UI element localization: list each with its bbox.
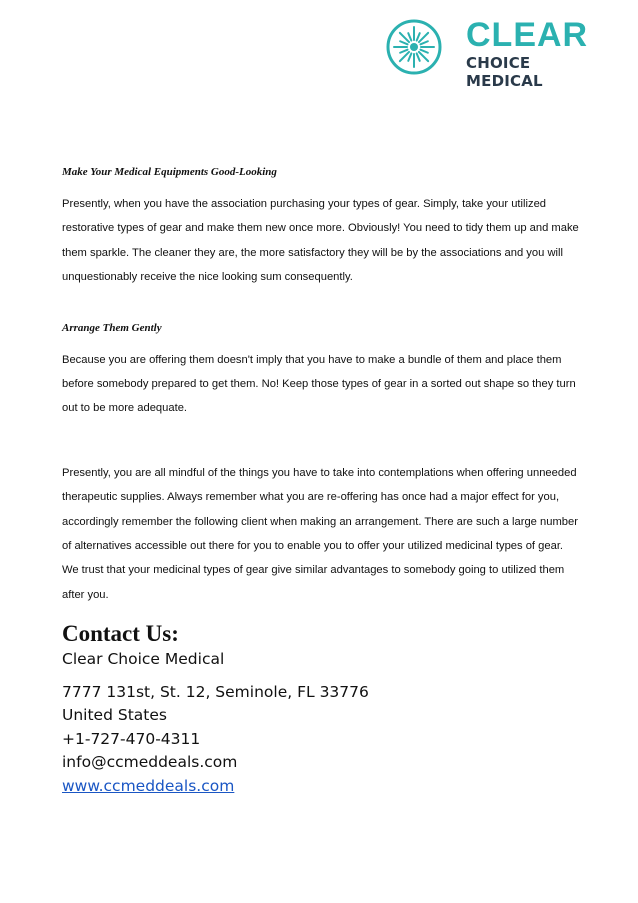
contact-phone: +1-727-470-4311 [62, 729, 201, 748]
contact-country: United States [62, 706, 167, 725]
company-logo [382, 16, 608, 90]
contact-company: Clear Choice Medical [62, 650, 225, 669]
contact-title: Contact Us: [62, 621, 179, 647]
contact-address: 7777 131st, St. 12, Seminole, FL 33776 [62, 682, 369, 701]
paragraph: Presently, you are all mindful of the things you have to take into contemplations when offering unneeded therapeutic supplies. Always remember what you are re-offering has once had a major effect for you, accordingly remember the following client when making an arrangement. There are such a large number of alternatives accessible out there for you to enable you to offer your utilized medicinal types of gear. We trust that your medicinal types of gear give similar advantages to somebody going to utilized them after you. [62, 466, 578, 601]
section-heading: Arrange Them Gently [62, 321, 162, 334]
paragraph: Because you are offering them doesn't imply that you have to make a bundle of them and place them before somebody prepared to get them. No! Keep those types of gear in a sorted out shape so they turn out to be more adequate. [62, 353, 576, 415]
section-heading: Make Your Medical Equipments Good-Looking [62, 166, 277, 178]
contact-email: info@ccmeddeals.com [62, 753, 238, 772]
paragraph: Presently, when you have the association purchasing your types of gear. Simply, take your utilized restorative types of gear and make them new once more. Obviously! You need to tidy them up and make them sparkle. The cleaner they are, the more satisfactory they will be by the associations and you will unquestionably receive the nice looking sum consequently. [62, 198, 579, 284]
logo-subtitle: CHOICE MEDICAL [466, 54, 543, 90]
sunburst-logo-icon [382, 18, 452, 76]
website-link[interactable]: www.ccmeddeals.com [62, 776, 235, 795]
logo-brand-text: CLEAR [466, 16, 589, 54]
article-body [62, 165, 582, 798]
